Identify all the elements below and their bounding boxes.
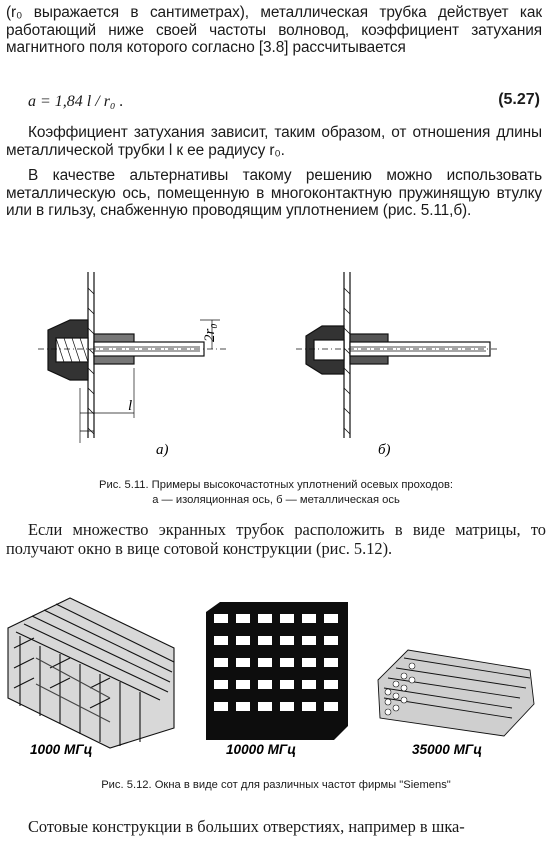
paragraph-attenuation: Коэффициент затухания зависит, таким образом, от отношения длины металлической трубки l к ее радиусу r₀.: [6, 124, 542, 159]
equation-formula: a = 1,84 l / r₀ .: [28, 93, 124, 110]
freq-label-10000: 10000 МГц: [226, 742, 297, 757]
figure-a-label: а): [156, 442, 169, 458]
honeycomb-35000mhz: [378, 650, 534, 736]
honeycomb-1000mhz: [8, 598, 174, 748]
freq-label-35000: 35000 МГц: [412, 742, 483, 757]
dim-2r0-label: 2r₀: [202, 323, 218, 342]
caption-5-11-line2: а — изоляционная ось, б — металлическая ось: [152, 494, 400, 506]
figure-a-shaft-seal: [38, 272, 226, 443]
figure-b-shaft-seal: [296, 272, 500, 438]
figure-5-12-drawing: [0, 588, 552, 768]
figure-5-11-drawing: [0, 268, 552, 468]
freq-label-1000: 1000 МГц: [30, 742, 93, 757]
equation-5-27: [8, 91, 540, 113]
equation-number: (5.27): [498, 91, 540, 108]
figure-b-label: б): [378, 442, 391, 458]
paragraph-intro: (r₀ выражается в сантиметрах), металлическая трубка действует как работающий ниже своей частоты волновод, коэффициент затухания магнитного поля которого согласно [3.8] рассчитывается: [6, 4, 542, 57]
paragraph-alternative: В качестве альтернативы такому решению можно использовать металлическую ось, помещенную в многоконтактную пружинящую втулку или в гильзу, снабженную проводящим уплотнением (рис. 5.11,б).: [6, 167, 542, 220]
caption-5-12: Рис. 5.12. Окна в виде сот для различных частот фирмы "Siemens": [101, 779, 451, 791]
paragraph-matrix: Если множество экранных трубок расположить в виде матрицы, то получают окно в вице сотовой конструкции (рис. 5.12).: [6, 520, 546, 558]
paragraph-cabinet: Сотовые конструкции в больших отверстиях, например в шка-: [28, 817, 465, 836]
dim-l-label: l: [128, 398, 133, 414]
honeycomb-10000mhz: [206, 602, 348, 740]
caption-5-11-line1: Рис. 5.11. Примеры высокочастотных уплотнений осевых проходов:: [99, 479, 453, 491]
